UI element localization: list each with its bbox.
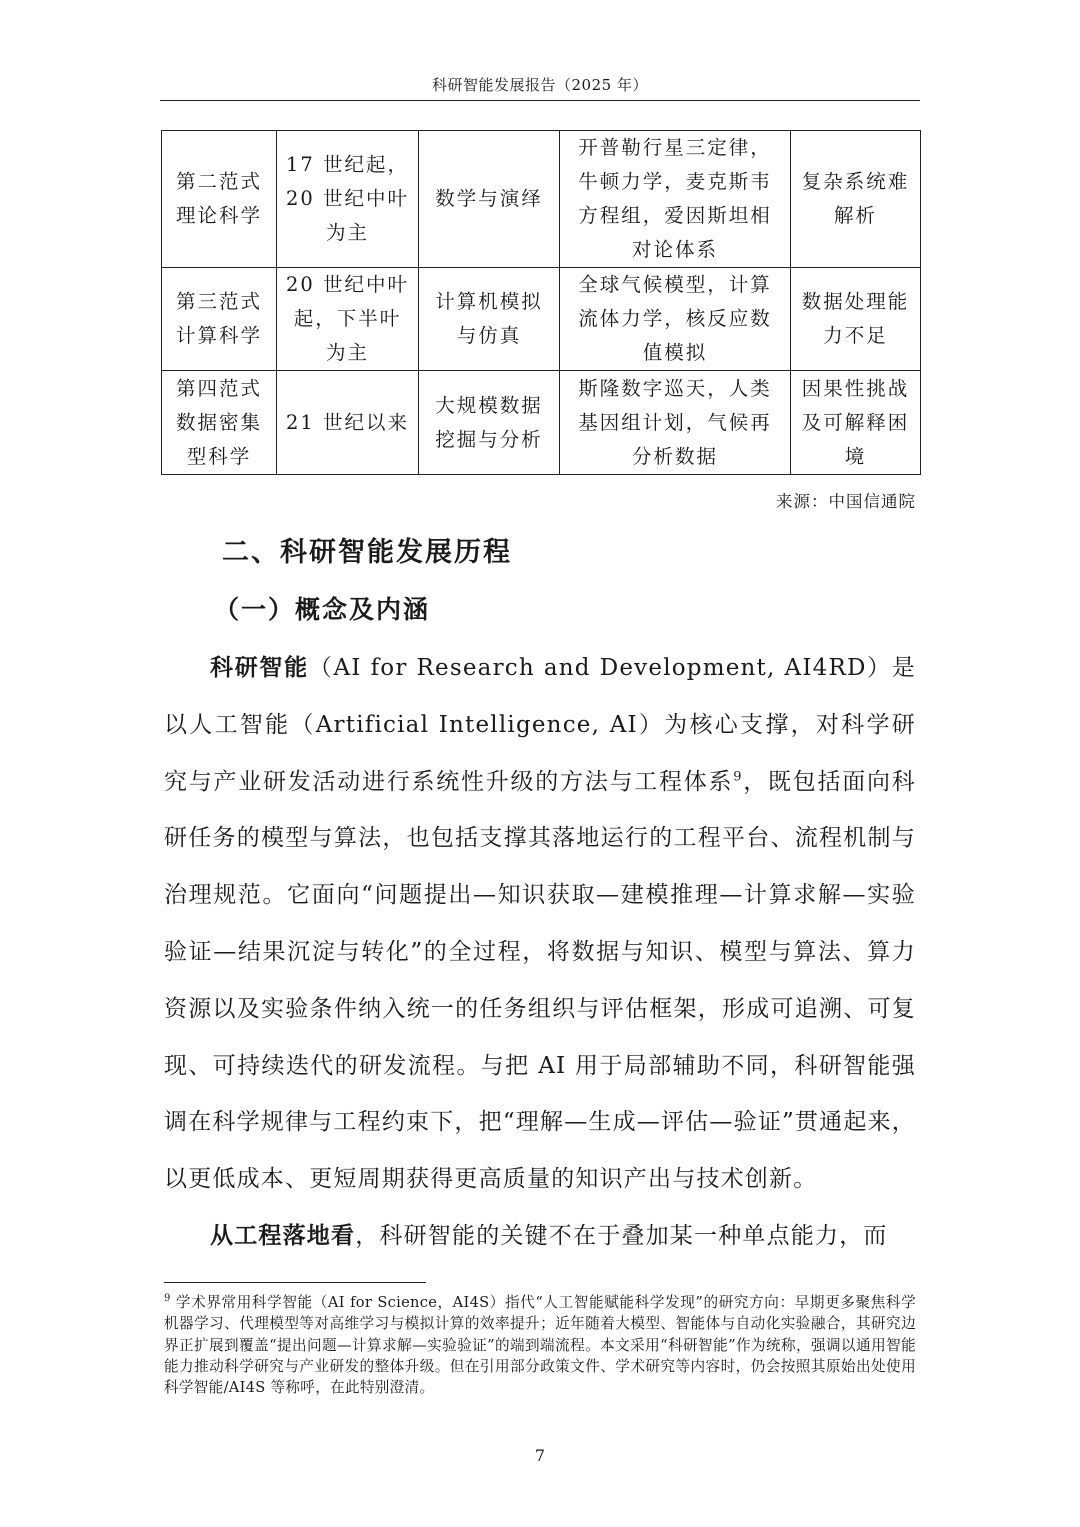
- table-cell-period: 21 世纪以来: [277, 371, 419, 475]
- table-cell-paradigm-name: 第四范式 数据密集 型科学: [162, 371, 277, 475]
- table-source: 来源：中国信通院: [776, 492, 916, 511]
- section-subheading: （一）概念及内涵: [214, 595, 431, 624]
- table-cell-examples: 开普勒行星三定律， 牛顿力学，麦克斯韦 方程组，爱因斯坦相 对论体系: [560, 131, 791, 268]
- table-cell-paradigm-name: 第二范式 理论科学: [162, 131, 277, 268]
- page-header: 科研智能发展报告（2025 年）: [432, 76, 648, 94]
- section-heading: 二、科研智能发展历程: [222, 537, 512, 568]
- table-cell-examples: 斯隆数字巡天，人类 基因组计划，气候再 分析数据: [560, 371, 791, 475]
- table-cell-limitation: 数据处理能 力不足: [791, 268, 921, 371]
- paragraph-2-text: ，科研智能的关键不在于叠加某一种单点能力，而: [355, 1222, 888, 1249]
- table-cell-period: 17 世纪起， 20 世纪中叶 为主: [277, 131, 419, 268]
- table-cell-period: 20 世纪中叶 起，下半叶 为主: [277, 268, 419, 371]
- table-cell-method: 大规模数据 挖掘与分析: [419, 371, 560, 475]
- paragraph-1: [164, 640, 916, 1208]
- paradigm-table: [161, 130, 921, 475]
- table-cell-method: 计算机模拟 与仿真: [419, 268, 560, 371]
- paragraph-1-lead: 科研智能: [210, 655, 309, 681]
- table-cell-method: 数学与演绎: [419, 131, 560, 268]
- body-text: [164, 640, 916, 1265]
- footnote-ref[interactable]: 9: [733, 768, 743, 784]
- footnote-text: 学术界常用科学智能（AI for Science，AI4S）指代“人工智能赋能科学发现”的研究方向：早期更多聚焦科学机器学习、代理模型等对高维学习与模拟计算的效率提升；近年随着大模型、智能体与自动化实验融合，其研究边界正扩展到覆盖“提出问题—计算求解—实验验证”的端到端流程。本文采用“科研智能”作为统称，强调以通用智能能力推动科学研究与产业研发的整体升级。但在引用部分政策文件、学术研究等内容时，仍会按照其原始出处使用科学智能/AI4S 等称呼，在此特别澄清。: [164, 1294, 916, 1397]
- header-rule: [160, 100, 920, 101]
- paragraph-2: [164, 1208, 916, 1265]
- footnote: [164, 1292, 916, 1398]
- table-cell-limitation: 因果性挑战 及可解释困 境: [791, 371, 921, 475]
- table-cell-limitation: 复杂系统难 解析: [791, 131, 921, 268]
- paragraph-1-text-a: （AI for Research and Development, AI4RD）是以人工智能（Artificial Intelligence, AI）为核心支撑，对科学研究与产业研发活动进行系统性升级的方法与工程体系: [164, 655, 916, 795]
- table-row: [162, 131, 921, 268]
- table-row: [162, 371, 921, 475]
- table-cell-examples: 全球气候模型，计算 流体力学，核反应数 值模拟: [560, 268, 791, 371]
- paragraph-1-text-b: ，既包括面向科研任务的模型与算法，也包括支撑其落地运行的工程平台、流程机制与治理规范。它面向“问题提出—知识获取—建模推理—计算求解—实验验证—结果沉淀与转化”的全过程，将数据与知识、模型与算法、算力资源以及实验条件纳入统一的任务组织与评估框架，形成可追溯、可复现、可持续迭代的研发流程。与把 AI 用于局部辅助不同，科研智能强调在科学规律与工程约束下，把“理解—生成—评估—验证”贯通起来，以更低成本、更短周期获得更高质量的知识产出与技术创新。: [164, 768, 916, 1193]
- footnote-rule: [164, 1282, 426, 1283]
- paragraph-2-lead: 从工程落地看: [210, 1222, 356, 1249]
- page-number: 7: [534, 1446, 546, 1465]
- footnote-marker: 9: [164, 1293, 171, 1305]
- table-cell-paradigm-name: 第三范式 计算科学: [162, 268, 277, 371]
- table-row: [162, 268, 921, 371]
